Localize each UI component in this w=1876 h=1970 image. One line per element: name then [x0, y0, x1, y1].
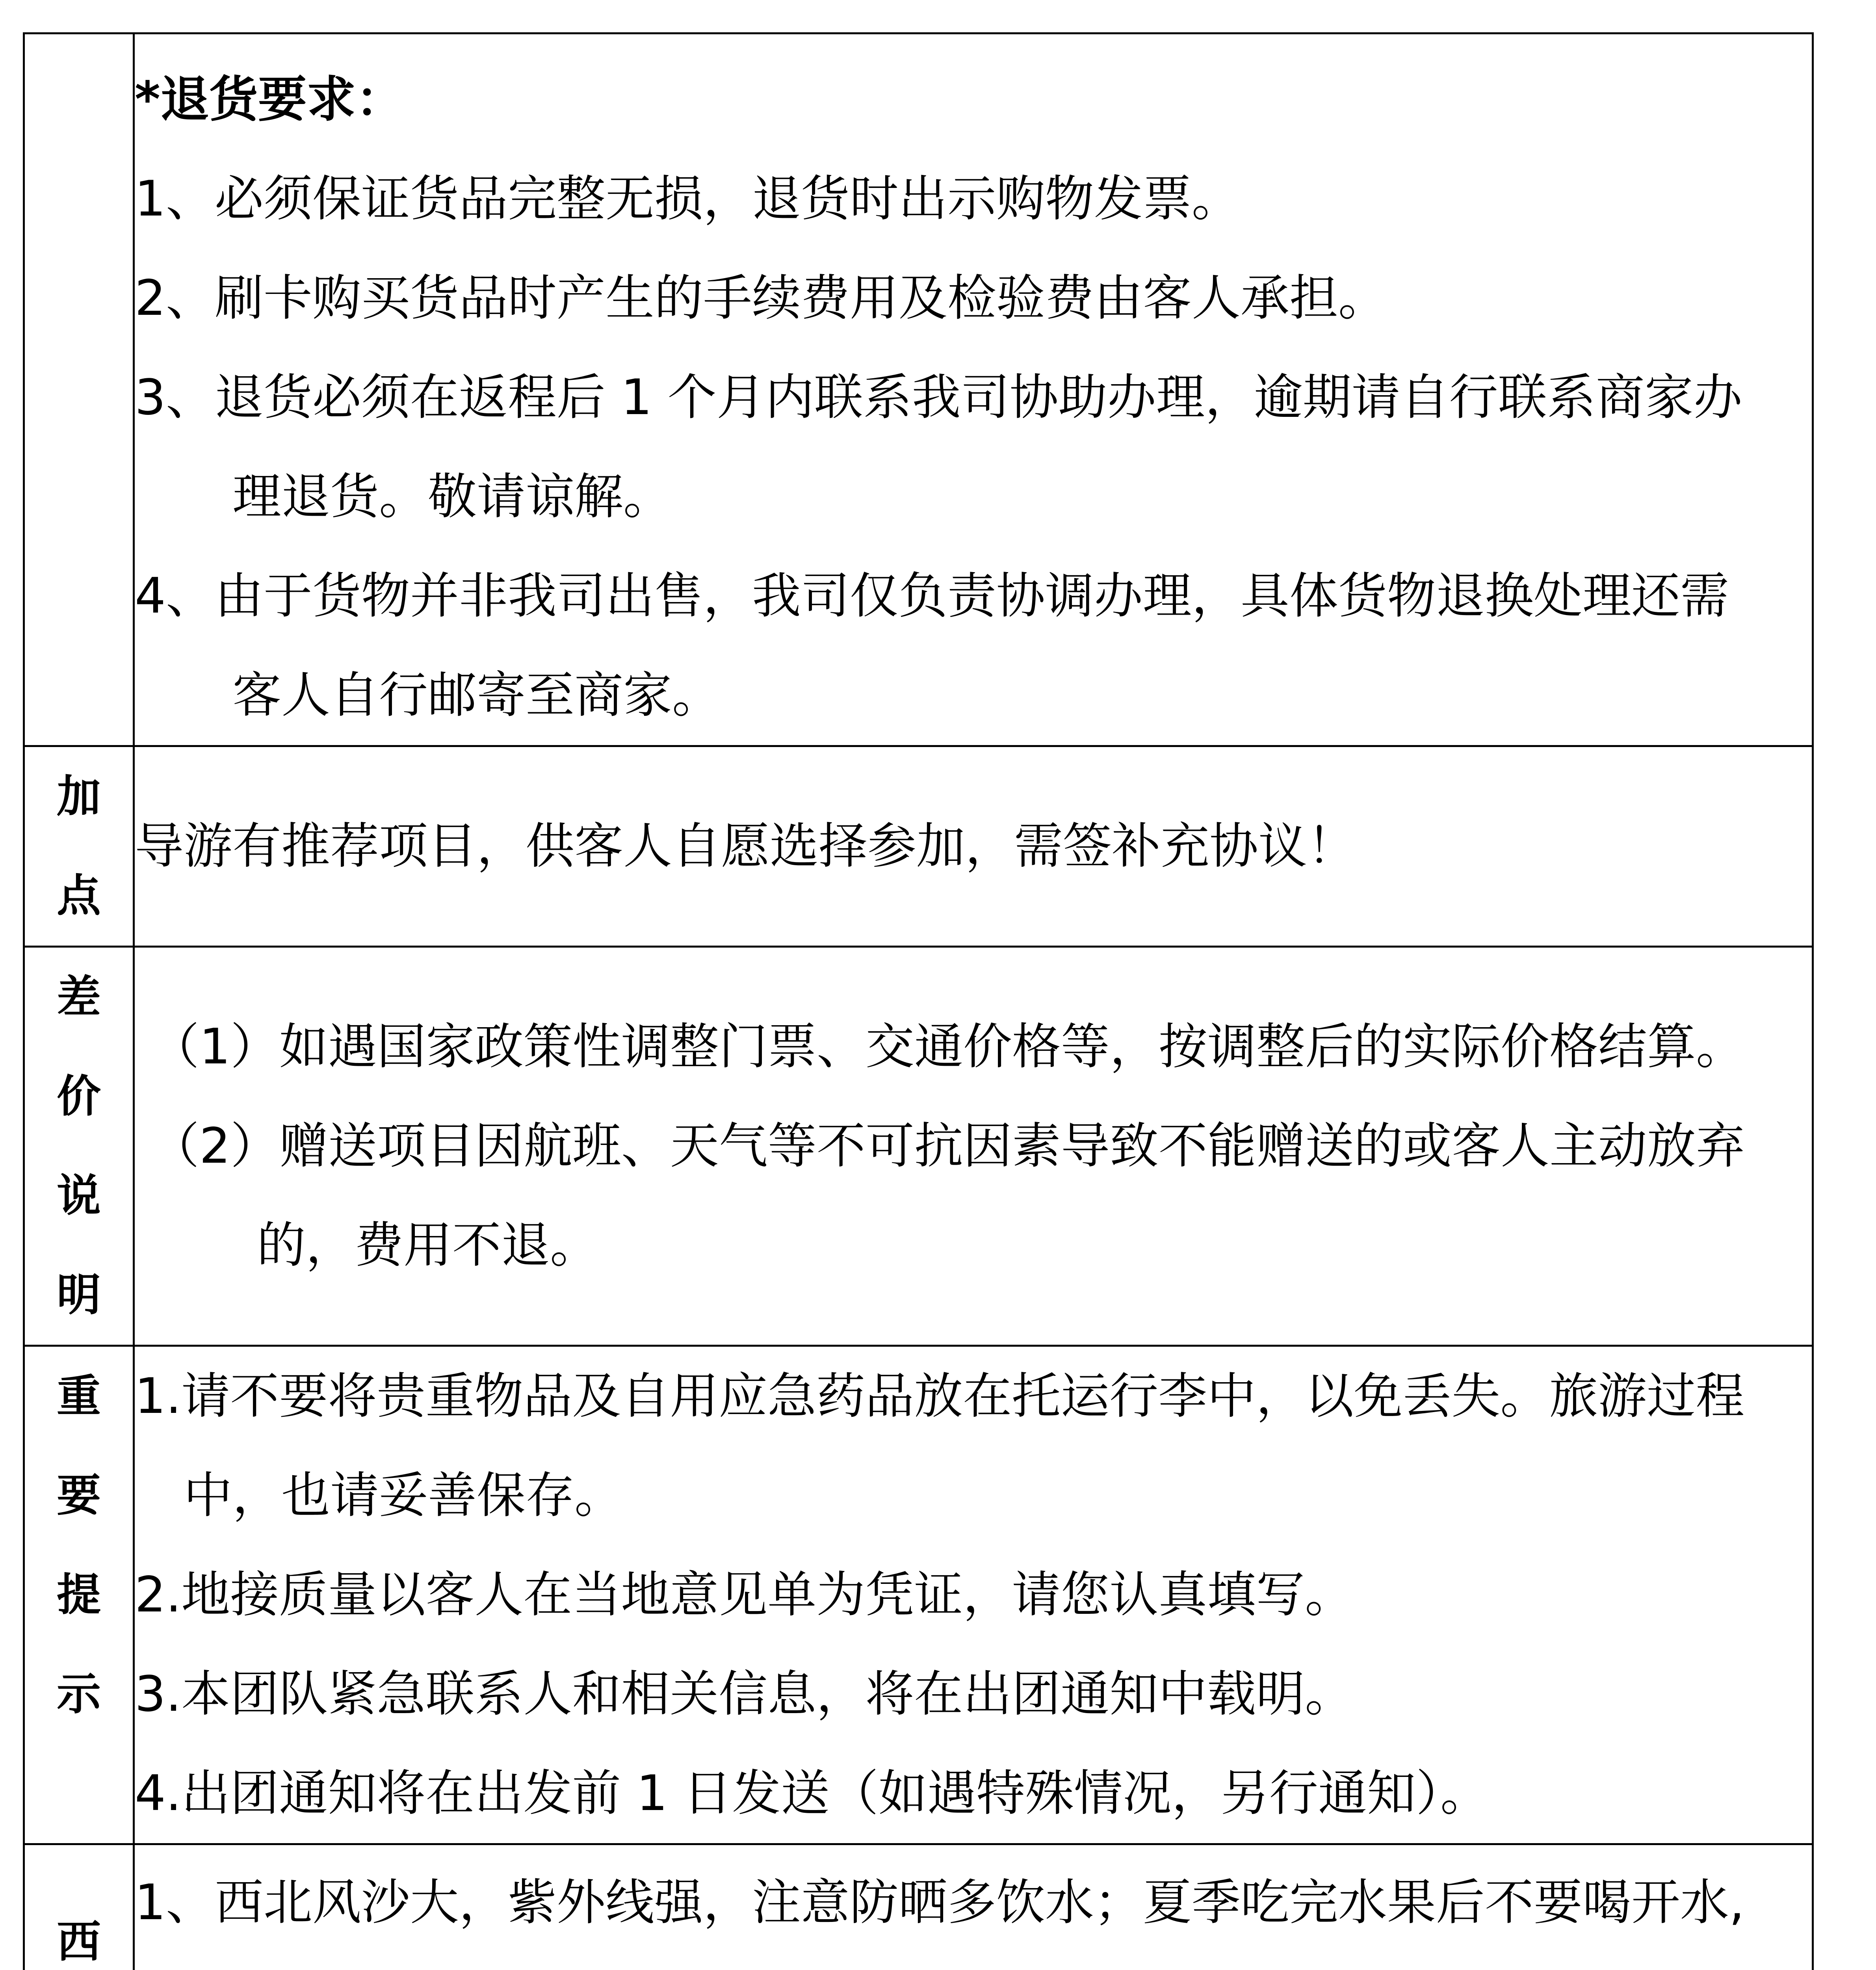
label-char: 重 [57, 1371, 101, 1422]
label-char: 示 [57, 1669, 101, 1720]
price-difference-cell [134, 947, 1813, 1346]
row-label-cell [24, 947, 134, 1346]
return-requirements-heading: *退货要求： [135, 71, 405, 128]
row-label-cell [24, 33, 134, 746]
list-item: 2.地接质量以客人在当地意见单为凭证，请您认真填写。 [135, 1567, 1354, 1623]
table-row [24, 746, 1813, 947]
list-item: 3.本团队紧急联系人和相关信息，将在出团通知中载明。 [135, 1666, 1354, 1723]
list-item: 1、必须保证货品完整无损，退货时出示购物发票。 [135, 171, 1241, 227]
list-item: 1.请不要将贵重物品及自用应急药品放在托运行李中，以免丢失。旅游过程 [135, 1368, 1745, 1425]
table-row [24, 1844, 1813, 1970]
table-row [24, 1346, 1813, 1844]
label-char: 差 [57, 972, 101, 1023]
list-item-continuation [135, 1952, 1812, 1970]
list-item: 3、退货必须在返程后 1 个月内联系我司协助办理，逾期请自行联系商家办 [135, 369, 1742, 426]
row-label-cell [24, 1346, 134, 1844]
extras-cell [134, 746, 1813, 947]
label-char: 明 [57, 1269, 101, 1321]
list-item: 4、由于货物并非我司出售，我司仅负责协调办理，具体货物退换处理还需 [135, 568, 1729, 624]
list-item-continuation: 理退货。敬请谅解。 [232, 468, 672, 525]
label-char: 加 [57, 771, 101, 822]
row-label-extras [25, 747, 133, 946]
list-item: （1）如遇国家政策性调整门票、交通价格等，按调整后的实际价格结算。 [150, 1018, 1745, 1075]
row-label-important-tips [25, 1347, 133, 1744]
list-item: 4.出团通知将在出发前 1 日发送（如遇特殊情况，另行通知）。 [135, 1765, 1490, 1822]
return-requirements-cell [134, 33, 1813, 746]
label-char: 点 [57, 870, 101, 922]
row-label-price-difference [25, 948, 133, 1345]
list-item-continuation: 客人自行邮寄至商家。 [232, 667, 721, 724]
table-row [24, 33, 1813, 746]
label-char: 价 [57, 1071, 101, 1122]
list-item-continuation: 的，费用不退。 [257, 1217, 599, 1274]
row-label-northwest-travel-notes [25, 1845, 133, 1970]
list-item: （2）赠送项目因航班、天气等不可抗因素导致不能赠送的或客人主动放弃 [150, 1118, 1745, 1175]
list-item: 1、西北风沙大，紫外线强，注意防晒多饮水；夏季吃完水果后不要喝开水, [135, 1874, 1745, 1931]
northwest-travel-notes-cell [134, 1844, 1813, 1970]
notes-table [23, 32, 1814, 1970]
list-item: 2、刷卡购买货品时产生的手续费用及检验费由客人承担。 [135, 270, 1387, 327]
row-label-cell [24, 746, 134, 947]
row-label-cell [24, 1844, 134, 1970]
label-char: 说 [57, 1170, 101, 1221]
label-char: 要 [57, 1470, 101, 1521]
important-tips-cell [134, 1346, 1813, 1844]
label-char: 提 [57, 1569, 101, 1621]
list-item-continuation: 中，也请妥善保存。 [184, 1467, 624, 1524]
extras-text: 导游有推荐项目，供客人自愿选择参加，需签补充协议！ [135, 818, 1356, 875]
label-char: 西 [57, 1916, 101, 1968]
table-row [24, 947, 1813, 1346]
